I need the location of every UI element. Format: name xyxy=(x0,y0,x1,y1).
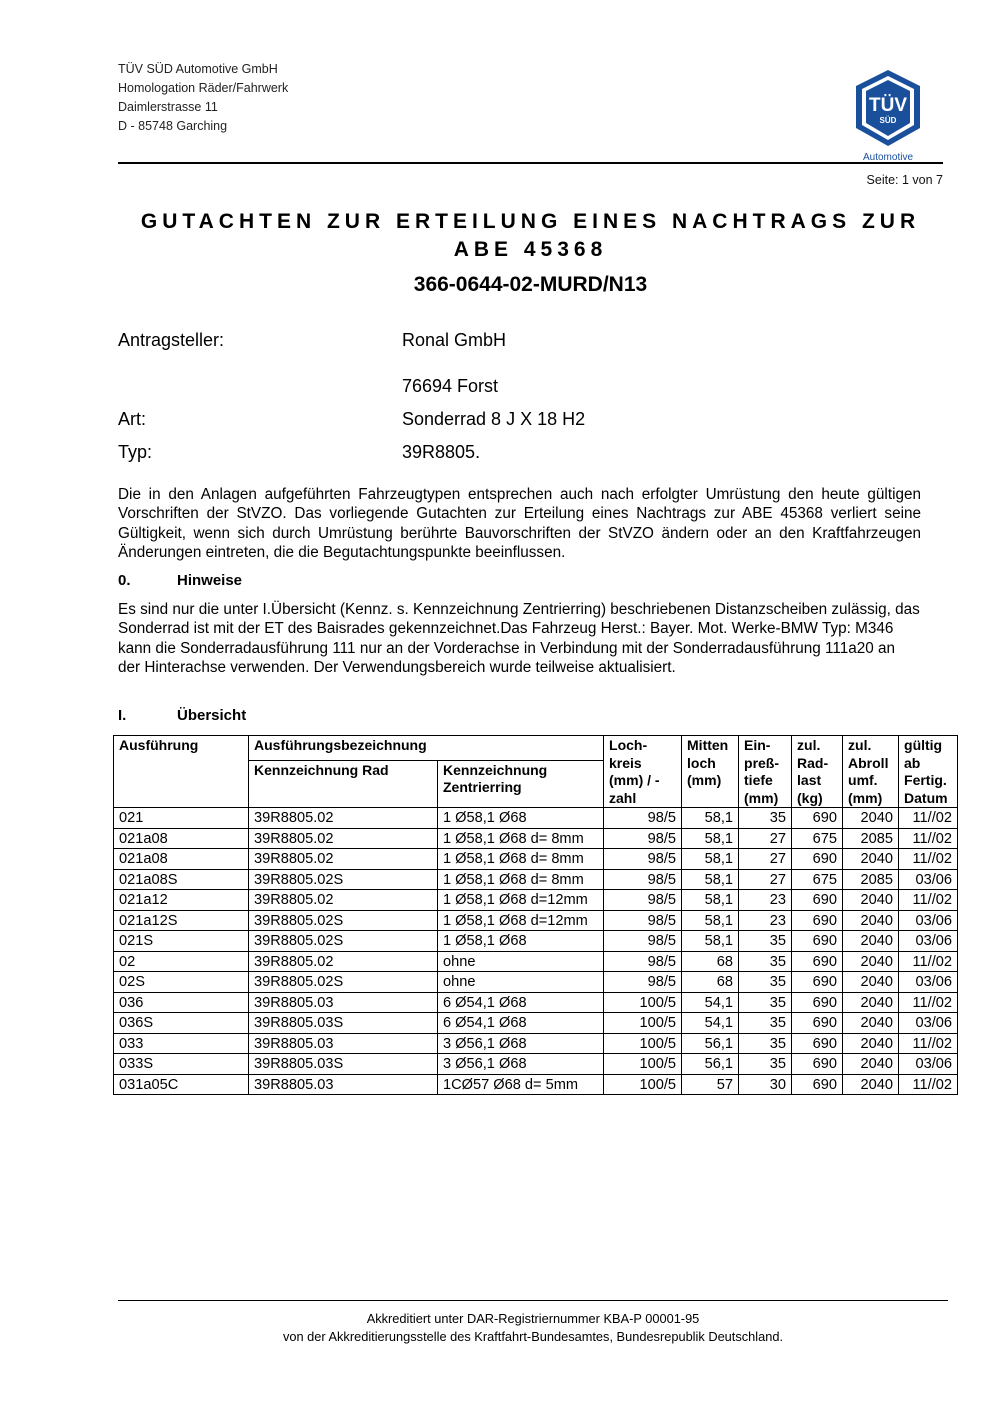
table-row xyxy=(114,1033,958,1054)
logo-main-text: TÜV xyxy=(869,95,907,116)
table-row xyxy=(114,951,958,972)
table-cell: 690 xyxy=(792,849,843,870)
table-cell: 2040 xyxy=(843,890,899,911)
header-kennzeichnung-rad: Kennzeichnung Rad xyxy=(249,760,438,807)
table-cell: 98/5 xyxy=(604,910,682,931)
table-cell: 02S xyxy=(114,972,249,993)
tuv-logo xyxy=(848,68,928,164)
table-cell: 11//02 xyxy=(899,1033,958,1054)
document-title xyxy=(118,208,943,264)
table-cell: 39R8805.03S xyxy=(249,1013,438,1034)
table-cell: 100/5 xyxy=(604,1033,682,1054)
title-line-1: GUTACHTEN ZUR ERTEILUNG EINES NACHTRAGS ZUR xyxy=(140,210,921,233)
table-cell: 690 xyxy=(792,972,843,993)
hinweise-paragraph: Es sind nur die unter I.Übersicht (Kennz. s. Kennzeichnung Zentrierring) beschriebenen Distanzscheiben zulässig, das Sonderrad ist mit der ET des Baisrades gekennzeichnet.Das Fahrzeug Herst.: Bayer. Mot. Werke-BMW Typ: M346 kann die Sonderradausführung 111 nur an der Vorderachse in Verbindung mit der Sonderradausführung 111a20 an der Hinterachse verwenden. Der Verwendungsbereich wurde teilweise aktualisiert. xyxy=(118,601,920,677)
table-cell: 031a05C xyxy=(114,1074,249,1095)
section-title: Hinweise xyxy=(177,572,243,589)
table-cell: 39R8805.03 xyxy=(249,992,438,1013)
table-cell: 98/5 xyxy=(604,972,682,993)
table-cell: 021a12S xyxy=(114,910,249,931)
table-cell: 675 xyxy=(792,869,843,890)
table-cell: 98/5 xyxy=(604,951,682,972)
table-cell: 03/06 xyxy=(899,931,958,952)
table-cell: 35 xyxy=(739,992,792,1013)
table-body xyxy=(114,808,958,1095)
table-cell: 98/5 xyxy=(604,890,682,911)
header-mittenloch: Mitten loch (mm) xyxy=(682,736,739,808)
header-gueltig: gültig ab Fertig. Datum xyxy=(899,736,958,808)
table-cell: 2040 xyxy=(843,1074,899,1095)
table-cell: 690 xyxy=(792,1033,843,1054)
table-cell: 98/5 xyxy=(604,808,682,829)
table-row xyxy=(114,1054,958,1075)
table-cell: 100/5 xyxy=(604,1054,682,1075)
table-row xyxy=(114,1074,958,1095)
table-cell: 03/06 xyxy=(899,972,958,993)
table-cell: 39R8805.02 xyxy=(249,849,438,870)
table-cell: 23 xyxy=(739,890,792,911)
table-cell: 58,1 xyxy=(682,869,739,890)
art-value: Sonderrad 8 J X 18 H2 xyxy=(402,409,586,429)
table-cell: 39R8805.02S xyxy=(249,869,438,890)
table-cell: 11//02 xyxy=(899,951,958,972)
table-cell: 11//02 xyxy=(899,1074,958,1095)
header-abrollumfang: zul. Abroll umf. (mm) xyxy=(843,736,899,808)
header-bezeichnung: Ausführungsbezeichnung xyxy=(249,736,604,761)
typ-value: 39R8805. xyxy=(402,442,481,462)
table-cell: 68 xyxy=(682,972,739,993)
table-cell: 2040 xyxy=(843,1054,899,1075)
table-cell: 30 xyxy=(739,1074,792,1095)
table-row xyxy=(114,828,958,849)
table-cell: 23 xyxy=(739,910,792,931)
typ-row xyxy=(118,442,481,463)
table-cell: 39R8805.02 xyxy=(249,808,438,829)
table-cell: 03/06 xyxy=(899,910,958,931)
table-cell: 2040 xyxy=(843,992,899,1013)
table-cell: 690 xyxy=(792,1013,843,1034)
table-cell: 6 Ø54,1 Ø68 xyxy=(438,1013,604,1034)
logo-caption: Automotive xyxy=(862,152,914,163)
table-cell: 021a08 xyxy=(114,828,249,849)
header-einpresstiefe: Ein-preß-tiefe (mm) xyxy=(739,736,792,808)
table-cell: 1 Ø58,1 Ø68 d= 8mm xyxy=(438,849,604,870)
table-cell: 2085 xyxy=(843,828,899,849)
table-cell: 1CØ57 Ø68 d= 5mm xyxy=(438,1074,604,1095)
table-row xyxy=(114,972,958,993)
applicant-row xyxy=(118,330,507,351)
address-line: Homologation Räder/Fahrwerk xyxy=(118,81,289,95)
table-cell: 021a12 xyxy=(114,890,249,911)
table-cell: 2040 xyxy=(843,910,899,931)
table-cell: 27 xyxy=(739,828,792,849)
table-row xyxy=(114,890,958,911)
table-cell: ohne xyxy=(438,972,604,993)
table-cell: 02 xyxy=(114,951,249,972)
table-cell: 56,1 xyxy=(682,1054,739,1075)
table-cell: 35 xyxy=(739,972,792,993)
title-line-2: ABE 45368 xyxy=(453,238,608,261)
table-cell: 021S xyxy=(114,931,249,952)
sender-address xyxy=(118,60,288,136)
table-cell: 1 Ø58,1 Ø68 xyxy=(438,931,604,952)
table-row xyxy=(114,869,958,890)
table-cell: 54,1 xyxy=(682,992,739,1013)
address-line: D - 85748 Garching xyxy=(118,119,228,133)
art-row xyxy=(118,409,586,430)
table-cell: 2040 xyxy=(843,849,899,870)
table-cell: 03/06 xyxy=(899,1013,958,1034)
table-cell: 11//02 xyxy=(899,890,958,911)
table-cell: 690 xyxy=(792,890,843,911)
table-cell: 39R8805.02 xyxy=(249,828,438,849)
table-cell: 2040 xyxy=(843,931,899,952)
table-cell: 690 xyxy=(792,951,843,972)
table-cell: 033S xyxy=(114,1054,249,1075)
overview-table xyxy=(113,735,958,1095)
table-cell: 39R8805.02S xyxy=(249,931,438,952)
table-cell: 98/5 xyxy=(604,849,682,870)
table-cell: 27 xyxy=(739,869,792,890)
table-cell: 690 xyxy=(792,992,843,1013)
table-cell: 1 Ø58,1 Ø68 d= 8mm xyxy=(438,828,604,849)
table-cell: 033 xyxy=(114,1033,249,1054)
table-cell: 98/5 xyxy=(604,828,682,849)
table-row xyxy=(114,992,958,1013)
table-cell: 2040 xyxy=(843,808,899,829)
section-number: 0. xyxy=(118,572,131,589)
table-cell: 11//02 xyxy=(899,992,958,1013)
table-cell: 100/5 xyxy=(604,1013,682,1034)
table-row xyxy=(114,849,958,870)
table-cell: 100/5 xyxy=(604,992,682,1013)
table-cell: 021a08S xyxy=(114,869,249,890)
table-cell: 11//02 xyxy=(899,808,958,829)
table-row xyxy=(114,910,958,931)
applicant-name: Ronal GmbH xyxy=(402,330,507,350)
footer-divider xyxy=(118,1300,948,1301)
address-line: Daimlerstrasse 11 xyxy=(118,100,218,114)
section-number: I. xyxy=(118,707,127,724)
table-row xyxy=(114,808,958,829)
table-cell: 54,1 xyxy=(682,1013,739,1034)
table-cell: 56,1 xyxy=(682,1033,739,1054)
header-lochkreis: Loch-kreis (mm) / -zahl xyxy=(604,736,682,808)
footer-line-2: von der Akkreditierungsstelle des Kraftfahrt-Bundesamtes, Bundesrepublik Deutschland. xyxy=(282,1329,784,1344)
table-cell: 3 Ø56,1 Ø68 xyxy=(438,1033,604,1054)
table-cell: 98/5 xyxy=(604,931,682,952)
table-cell: 690 xyxy=(792,808,843,829)
table-cell: ohne xyxy=(438,951,604,972)
table-cell: 036S xyxy=(114,1013,249,1034)
table-cell: 1 Ø58,1 Ø68 d=12mm xyxy=(438,890,604,911)
table-cell: 58,1 xyxy=(682,931,739,952)
table-cell: 58,1 xyxy=(682,849,739,870)
table-cell: 11//02 xyxy=(899,828,958,849)
art-label: Art: xyxy=(118,409,147,429)
table-cell: 2040 xyxy=(843,951,899,972)
table-cell: 39R8805.02 xyxy=(249,951,438,972)
table-cell: 690 xyxy=(792,931,843,952)
table-cell: 39R8805.03 xyxy=(249,1033,438,1054)
table-cell: 100/5 xyxy=(604,1074,682,1095)
table-cell: 98/5 xyxy=(604,869,682,890)
document-number: 366-0644-02-MURD/N13 xyxy=(413,273,648,296)
section-title: Übersicht xyxy=(177,707,247,724)
footer xyxy=(118,1310,948,1346)
table-cell: 35 xyxy=(739,931,792,952)
section-hinweise-heading xyxy=(118,572,242,589)
table-cell: 03/06 xyxy=(899,869,958,890)
table-cell: 27 xyxy=(739,849,792,870)
table-cell: 39R8805.02S xyxy=(249,972,438,993)
applicant-label: Antragsteller: xyxy=(118,330,225,350)
page-number: Seite: 1 von 7 xyxy=(866,173,943,187)
table-cell: 2040 xyxy=(843,1033,899,1054)
table-cell: 6 Ø54,1 Ø68 xyxy=(438,992,604,1013)
table-cell: 57 xyxy=(682,1074,739,1095)
table-cell: 58,1 xyxy=(682,910,739,931)
table-row xyxy=(114,931,958,952)
table-cell: 1 Ø58,1 Ø68 d= 8mm xyxy=(438,869,604,890)
header-kennzeichnung-zentrierring: Kennzeichnung Zentrierring xyxy=(438,760,604,807)
applicant-city: 76694 Forst xyxy=(402,376,499,396)
table-cell: 1 Ø58,1 Ø68 d=12mm xyxy=(438,910,604,931)
table-cell: 3 Ø56,1 Ø68 xyxy=(438,1054,604,1075)
table-cell: 690 xyxy=(792,910,843,931)
table-cell: 2040 xyxy=(843,1013,899,1034)
table-cell: 39R8805.02 xyxy=(249,890,438,911)
table-cell: 1 Ø58,1 Ø68 xyxy=(438,808,604,829)
table-cell: 675 xyxy=(792,828,843,849)
table-cell: 35 xyxy=(739,808,792,829)
table-cell: 58,1 xyxy=(682,828,739,849)
typ-label: Typ: xyxy=(118,442,153,462)
table-cell: 35 xyxy=(739,1054,792,1075)
table-cell: 39R8805.03 xyxy=(249,1074,438,1095)
table-cell: 690 xyxy=(792,1074,843,1095)
header-ausfuehrung: Ausführung xyxy=(114,736,249,808)
table-cell: 2040 xyxy=(843,972,899,993)
footer-line-1: Akkreditiert unter DAR-Registriernummer KBA-P 00001-95 xyxy=(366,1311,700,1326)
table-cell: 58,1 xyxy=(682,890,739,911)
table-cell: 39R8805.02S xyxy=(249,910,438,931)
table-cell: 39R8805.03S xyxy=(249,1054,438,1075)
table-row xyxy=(114,1013,958,1034)
table-cell: 35 xyxy=(739,1033,792,1054)
table-cell: 11//02 xyxy=(899,849,958,870)
header-radlast: zul. Rad-last (kg) xyxy=(792,736,843,808)
address-line: TÜV SÜD Automotive GmbH xyxy=(118,62,278,76)
table-cell: 68 xyxy=(682,951,739,972)
intro-paragraph: Die in den Anlagen aufgeführten Fahrzeugtypen entsprechen auch nach erfolgter Umrüstung den heute gültigen Vorschriften der StVZO. Das vorliegende Gutachten zur Erteilung eines Nachtrags zur ABE 45368 verliert seine Gültigkeit, wenn sich durch Umrüstung berührte Bauvorschriften der StVZO ändern oder an den Kraftfahrzeugen Änderungen eintreten, die die Begutachtungspunkte beeinflussen. xyxy=(118,486,921,562)
table-cell: 021a08 xyxy=(114,849,249,870)
table-cell: 2085 xyxy=(843,869,899,890)
table-cell: 690 xyxy=(792,1054,843,1075)
table-cell: 35 xyxy=(739,951,792,972)
table-cell: 021 xyxy=(114,808,249,829)
table-cell: 58,1 xyxy=(682,808,739,829)
table-cell: 036 xyxy=(114,992,249,1013)
table-cell: 03/06 xyxy=(899,1054,958,1075)
header-divider xyxy=(118,162,943,164)
logo-sub-text: SÜD xyxy=(879,116,897,125)
section-uebersicht-heading xyxy=(118,707,246,724)
table-cell: 35 xyxy=(739,1013,792,1034)
